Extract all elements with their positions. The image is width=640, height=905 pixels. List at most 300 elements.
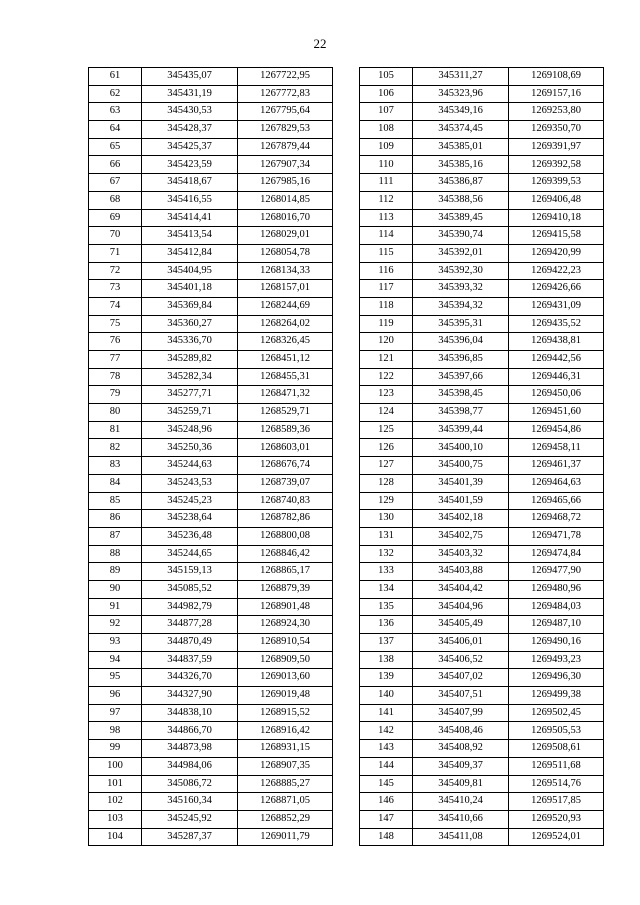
table-row [89,527,333,545]
y-coordinate-cell: 1268901,48 [238,598,333,616]
x-coordinate-cell: 345431,19 [142,85,238,103]
table-row [360,121,604,139]
x-coordinate-cell: 345400,75 [413,457,509,475]
y-coordinate-cell: 1269480,96 [509,580,604,598]
table-row [89,793,333,811]
point-number-cell: 78 [89,368,142,386]
point-number-cell: 101 [89,775,142,793]
y-coordinate-cell: 1268589,36 [238,421,333,439]
y-coordinate-cell: 1269011,79 [238,828,333,846]
table-row [360,651,604,669]
y-coordinate-cell: 1267772,83 [238,85,333,103]
y-coordinate-cell: 1268800,08 [238,527,333,545]
y-coordinate-cell: 1268054,78 [238,244,333,262]
point-number-cell: 131 [360,527,413,545]
point-number-cell: 140 [360,687,413,705]
table-row [360,793,604,811]
y-coordinate-cell: 1268529,71 [238,404,333,422]
point-number-cell: 104 [89,828,142,846]
point-number-cell: 148 [360,828,413,846]
y-coordinate-cell: 1269435,52 [509,315,604,333]
table-row [360,598,604,616]
x-coordinate-cell: 344877,28 [142,616,238,634]
y-coordinate-cell: 1268879,39 [238,580,333,598]
y-coordinate-cell: 1269442,56 [509,351,604,369]
table-row [89,722,333,740]
point-number-cell: 118 [360,297,413,315]
point-number-cell: 105 [360,68,413,86]
point-number-cell: 137 [360,634,413,652]
x-coordinate-cell: 345287,37 [142,828,238,846]
y-coordinate-cell: 1268739,07 [238,474,333,492]
y-coordinate-cell: 1268924,30 [238,616,333,634]
point-number-cell: 86 [89,510,142,528]
table-row [360,421,604,439]
x-coordinate-cell: 344982,79 [142,598,238,616]
y-coordinate-cell: 1269524,01 [509,828,604,846]
point-number-cell: 98 [89,722,142,740]
y-coordinate-cell: 1269438,81 [509,333,604,351]
x-coordinate-cell: 345160,34 [142,793,238,811]
table-row [89,563,333,581]
point-number-cell: 141 [360,704,413,722]
x-coordinate-cell: 345407,02 [413,669,509,687]
table-row [360,368,604,386]
table-row [360,545,604,563]
x-coordinate-cell: 345395,31 [413,315,509,333]
point-number-cell: 113 [360,209,413,227]
y-coordinate-cell: 1269454,86 [509,421,604,439]
table-row [89,297,333,315]
x-coordinate-cell: 345398,77 [413,404,509,422]
y-coordinate-cell: 1269477,90 [509,563,604,581]
x-coordinate-cell: 345386,87 [413,174,509,192]
x-coordinate-cell: 345401,59 [413,492,509,510]
table-row [89,510,333,528]
point-number-cell: 94 [89,651,142,669]
y-coordinate-cell: 1269464,63 [509,474,604,492]
y-coordinate-cell: 1269426,66 [509,280,604,298]
point-number-cell: 87 [89,527,142,545]
y-coordinate-cell: 1268134,33 [238,262,333,280]
table-row [360,156,604,174]
table-row [360,244,604,262]
x-coordinate-cell: 344866,70 [142,722,238,740]
point-number-cell: 129 [360,492,413,510]
point-number-cell: 132 [360,545,413,563]
y-coordinate-cell: 1269511,68 [509,757,604,775]
x-coordinate-cell: 344837,59 [142,651,238,669]
y-coordinate-cell: 1268871,05 [238,793,333,811]
x-coordinate-cell: 345259,71 [142,404,238,422]
point-number-cell: 145 [360,775,413,793]
table-row [360,351,604,369]
point-number-cell: 128 [360,474,413,492]
point-number-cell: 97 [89,704,142,722]
table-row [89,492,333,510]
x-coordinate-cell: 345311,27 [413,68,509,86]
x-coordinate-cell: 345407,99 [413,704,509,722]
point-number-cell: 111 [360,174,413,192]
y-coordinate-cell: 1269493,23 [509,651,604,669]
y-coordinate-cell: 1268244,69 [238,297,333,315]
point-number-cell: 66 [89,156,142,174]
x-coordinate-cell: 345399,44 [413,421,509,439]
x-coordinate-cell: 345423,59 [142,156,238,174]
y-coordinate-cell: 1267879,44 [238,138,333,156]
x-coordinate-cell: 345413,54 [142,227,238,245]
point-number-cell: 139 [360,669,413,687]
table-body-right [360,68,604,846]
y-coordinate-cell: 1268852,29 [238,810,333,828]
table-row [360,634,604,652]
table-row [360,315,604,333]
y-coordinate-cell: 1269474,84 [509,545,604,563]
table-row [360,563,604,581]
table-row [360,262,604,280]
point-number-cell: 109 [360,138,413,156]
table-row [89,368,333,386]
table-row [360,439,604,457]
x-coordinate-cell: 345238,64 [142,510,238,528]
point-number-cell: 93 [89,634,142,652]
x-coordinate-cell: 345159,13 [142,563,238,581]
table-row [89,598,333,616]
y-coordinate-cell: 1268326,45 [238,333,333,351]
x-coordinate-cell: 345392,01 [413,244,509,262]
y-coordinate-cell: 1269451,60 [509,404,604,422]
y-coordinate-cell: 1269502,45 [509,704,604,722]
point-number-cell: 64 [89,121,142,139]
table-row [89,138,333,156]
x-coordinate-cell: 344838,10 [142,704,238,722]
table-row [360,227,604,245]
table-row [89,227,333,245]
page-number: 22 [313,36,327,51]
table-row [89,191,333,209]
table-row [89,315,333,333]
table-row [89,351,333,369]
table-row [89,616,333,634]
point-number-cell: 142 [360,722,413,740]
point-number-cell: 70 [89,227,142,245]
table-row [360,510,604,528]
x-coordinate-cell: 345409,81 [413,775,509,793]
table-row [360,404,604,422]
point-number-cell: 100 [89,757,142,775]
y-coordinate-cell: 1269458,11 [509,439,604,457]
x-coordinate-cell: 344327,90 [142,687,238,705]
y-coordinate-cell: 1269019,48 [238,687,333,705]
x-coordinate-cell: 345396,85 [413,351,509,369]
y-coordinate-cell: 1268451,12 [238,351,333,369]
y-coordinate-cell: 1269517,85 [509,793,604,811]
y-coordinate-cell: 1268016,70 [238,209,333,227]
y-coordinate-cell: 1269399,53 [509,174,604,192]
table-row [360,457,604,475]
x-coordinate-cell: 345401,39 [413,474,509,492]
x-coordinate-cell: 345416,55 [142,191,238,209]
table-row [360,527,604,545]
x-coordinate-cell: 345289,82 [142,351,238,369]
y-coordinate-cell: 1268014,85 [238,191,333,209]
y-coordinate-cell: 1268910,54 [238,634,333,652]
x-coordinate-cell: 345397,66 [413,368,509,386]
point-number-cell: 126 [360,439,413,457]
point-number-cell: 112 [360,191,413,209]
y-coordinate-cell: 1268846,42 [238,545,333,563]
point-number-cell: 80 [89,404,142,422]
x-coordinate-cell: 345425,37 [142,138,238,156]
point-number-cell: 85 [89,492,142,510]
table-row [360,616,604,634]
point-number-cell: 62 [89,85,142,103]
x-coordinate-cell: 345244,63 [142,457,238,475]
x-coordinate-cell: 345407,51 [413,687,509,705]
x-coordinate-cell: 345085,52 [142,580,238,598]
point-number-cell: 134 [360,580,413,598]
y-coordinate-cell: 1268782,86 [238,510,333,528]
point-number-cell: 127 [360,457,413,475]
x-coordinate-cell: 345236,48 [142,527,238,545]
point-number-cell: 68 [89,191,142,209]
point-number-cell: 65 [89,138,142,156]
x-coordinate-cell: 345410,24 [413,793,509,811]
y-coordinate-cell: 1268603,01 [238,439,333,457]
table-row [89,810,333,828]
x-coordinate-cell: 345401,18 [142,280,238,298]
x-coordinate-cell: 345394,32 [413,297,509,315]
table-row [360,68,604,86]
x-coordinate-cell: 345388,56 [413,191,509,209]
y-coordinate-cell: 1269157,16 [509,85,604,103]
y-coordinate-cell: 1268916,42 [238,722,333,740]
table-row [89,121,333,139]
table-row [89,704,333,722]
table-row [360,280,604,298]
point-number-cell: 119 [360,315,413,333]
point-number-cell: 91 [89,598,142,616]
y-coordinate-cell: 1269410,18 [509,209,604,227]
point-number-cell: 103 [89,810,142,828]
table-row [360,810,604,828]
x-coordinate-cell: 344326,70 [142,669,238,687]
x-coordinate-cell: 345398,45 [413,386,509,404]
x-coordinate-cell: 345360,27 [142,315,238,333]
point-number-cell: 63 [89,103,142,121]
x-coordinate-cell: 345323,96 [413,85,509,103]
table-row [89,828,333,846]
point-number-cell: 77 [89,351,142,369]
point-number-cell: 125 [360,421,413,439]
x-coordinate-cell: 345245,92 [142,810,238,828]
table-row [360,687,604,705]
y-coordinate-cell: 1269499,38 [509,687,604,705]
y-coordinate-cell: 1268931,15 [238,740,333,758]
y-coordinate-cell: 1268865,17 [238,563,333,581]
point-number-cell: 88 [89,545,142,563]
y-coordinate-cell: 1269514,76 [509,775,604,793]
y-coordinate-cell: 1269496,30 [509,669,604,687]
point-number-cell: 133 [360,563,413,581]
y-coordinate-cell: 1267795,64 [238,103,333,121]
y-coordinate-cell: 1267907,34 [238,156,333,174]
x-coordinate-cell: 345250,36 [142,439,238,457]
point-number-cell: 76 [89,333,142,351]
point-number-cell: 135 [360,598,413,616]
point-number-cell: 147 [360,810,413,828]
y-coordinate-cell: 1269508,61 [509,740,604,758]
x-coordinate-cell: 345406,01 [413,634,509,652]
table-row [360,138,604,156]
point-number-cell: 136 [360,616,413,634]
y-coordinate-cell: 1268157,01 [238,280,333,298]
x-coordinate-cell: 344984,06 [142,757,238,775]
table-row [360,333,604,351]
y-coordinate-cell: 1269392,58 [509,156,604,174]
x-coordinate-cell: 345243,53 [142,474,238,492]
table-row [89,775,333,793]
table-row [89,280,333,298]
y-coordinate-cell: 1269471,78 [509,527,604,545]
x-coordinate-cell: 345404,96 [413,598,509,616]
x-coordinate-cell: 345412,84 [142,244,238,262]
x-coordinate-cell: 345282,34 [142,368,238,386]
x-coordinate-cell: 345405,49 [413,616,509,634]
point-number-cell: 79 [89,386,142,404]
x-coordinate-cell: 345402,75 [413,527,509,545]
table-row [89,262,333,280]
y-coordinate-cell: 1269253,80 [509,103,604,121]
table-row [89,85,333,103]
point-number-cell: 84 [89,474,142,492]
x-coordinate-cell: 345248,96 [142,421,238,439]
x-coordinate-cell: 345369,84 [142,297,238,315]
x-coordinate-cell: 345245,23 [142,492,238,510]
y-coordinate-cell: 1268029,01 [238,227,333,245]
point-number-cell: 72 [89,262,142,280]
point-number-cell: 81 [89,421,142,439]
x-coordinate-cell: 345385,16 [413,156,509,174]
point-number-cell: 123 [360,386,413,404]
table-row [360,669,604,687]
table-row [360,103,604,121]
x-coordinate-cell: 345418,67 [142,174,238,192]
point-number-cell: 69 [89,209,142,227]
point-number-cell: 108 [360,121,413,139]
x-coordinate-cell: 345390,74 [413,227,509,245]
table-row [360,740,604,758]
y-coordinate-cell: 1269013,60 [238,669,333,687]
x-coordinate-cell: 344870,49 [142,634,238,652]
table-row [89,740,333,758]
table-row [360,474,604,492]
x-coordinate-cell: 345403,88 [413,563,509,581]
x-coordinate-cell: 344873,98 [142,740,238,758]
x-coordinate-cell: 345389,45 [413,209,509,227]
x-coordinate-cell: 345374,45 [413,121,509,139]
y-coordinate-cell: 1269520,93 [509,810,604,828]
x-coordinate-cell: 345404,42 [413,580,509,598]
table-row [360,580,604,598]
y-coordinate-cell: 1267985,16 [238,174,333,192]
x-coordinate-cell: 345336,70 [142,333,238,351]
point-number-cell: 75 [89,315,142,333]
y-coordinate-cell: 1268264,02 [238,315,333,333]
point-number-cell: 83 [89,457,142,475]
y-coordinate-cell: 1269415,58 [509,227,604,245]
point-number-cell: 116 [360,262,413,280]
y-coordinate-cell: 1268455,31 [238,368,333,386]
point-number-cell: 73 [89,280,142,298]
table-row [89,634,333,652]
table-row [360,191,604,209]
x-coordinate-cell: 345404,95 [142,262,238,280]
point-number-cell: 102 [89,793,142,811]
table-row [360,209,604,227]
x-coordinate-cell: 345410,66 [413,810,509,828]
y-coordinate-cell: 1269431,09 [509,297,604,315]
x-coordinate-cell: 345392,30 [413,262,509,280]
x-coordinate-cell: 345393,32 [413,280,509,298]
x-coordinate-cell: 345409,37 [413,757,509,775]
y-coordinate-cell: 1269468,72 [509,510,604,528]
table-row [89,103,333,121]
table-row [89,687,333,705]
y-coordinate-cell: 1269461,37 [509,457,604,475]
table-row [89,156,333,174]
point-number-cell: 71 [89,244,142,262]
x-coordinate-cell: 345428,37 [142,121,238,139]
point-number-cell: 106 [360,85,413,103]
table-row [360,174,604,192]
y-coordinate-cell: 1269487,10 [509,616,604,634]
point-number-cell: 110 [360,156,413,174]
table-row [89,386,333,404]
y-coordinate-cell: 1268740,83 [238,492,333,510]
y-coordinate-cell: 1269422,23 [509,262,604,280]
point-number-cell: 122 [360,368,413,386]
table-row [360,386,604,404]
x-coordinate-cell: 345406,52 [413,651,509,669]
x-coordinate-cell: 345411,08 [413,828,509,846]
coordinates-table-left [88,67,333,846]
point-number-cell: 146 [360,793,413,811]
x-coordinate-cell: 345086,72 [142,775,238,793]
x-coordinate-cell: 345408,92 [413,740,509,758]
x-coordinate-cell: 345385,01 [413,138,509,156]
coordinates-table-right [359,67,604,846]
y-coordinate-cell: 1269350,70 [509,121,604,139]
x-coordinate-cell: 345408,46 [413,722,509,740]
point-number-cell: 124 [360,404,413,422]
x-coordinate-cell: 345435,07 [142,68,238,86]
point-number-cell: 130 [360,510,413,528]
table-row [89,474,333,492]
y-coordinate-cell: 1269391,97 [509,138,604,156]
table-row [89,333,333,351]
x-coordinate-cell: 345349,16 [413,103,509,121]
x-coordinate-cell: 345244,65 [142,545,238,563]
point-number-cell: 121 [360,351,413,369]
table-body-left [89,68,333,846]
table-row [89,404,333,422]
table-row [89,244,333,262]
table-row [89,68,333,86]
table-row [89,669,333,687]
point-number-cell: 95 [89,669,142,687]
point-number-cell: 61 [89,68,142,86]
